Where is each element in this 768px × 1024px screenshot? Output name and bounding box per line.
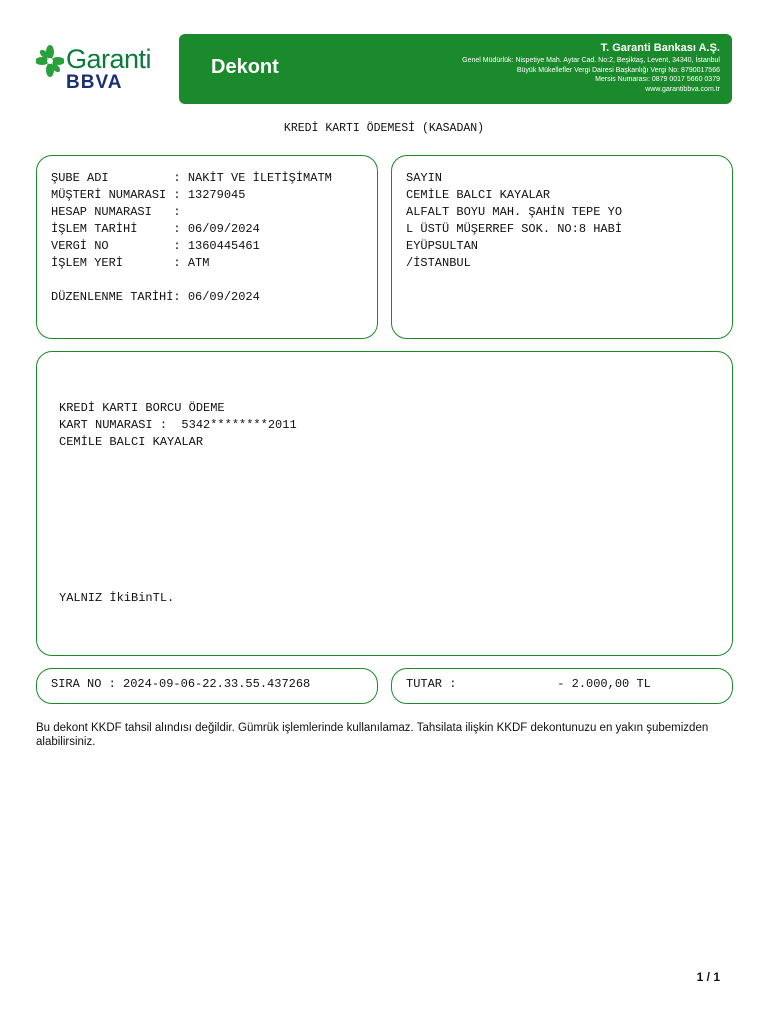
- bank-website: www.garantibbva.com.tr: [645, 85, 720, 93]
- bank-mersis: Mersis Numarası: 0879 0017 5660 0379: [595, 76, 720, 83]
- document-type-title: Dekont: [211, 56, 279, 78]
- bank-name: T. Garanti Bankası A.Ş.: [600, 42, 720, 54]
- total-amount: TUTAR : - 2.000,00 TL: [406, 677, 651, 691]
- sequence-box: [36, 668, 378, 704]
- customer-line: L ÜSTÜ MÜŞERREF SOK. NO:8 HABİ: [406, 222, 623, 236]
- branch-line: VERGİ NO : 1360445461: [51, 239, 260, 253]
- branch-line: HESAP NUMARASI :: [51, 205, 181, 219]
- bank-info: [462, 42, 720, 94]
- customer-line: ALFALT BOYU MAH. ŞAHİN TEPE YO: [406, 205, 623, 219]
- amount-in-words: YALNIZ İkiBinTL.: [59, 591, 175, 605]
- detail-line: KREDİ KARTI BORCU ÖDEME: [59, 401, 225, 415]
- header-band: [179, 34, 732, 104]
- bank-tax-info: Büyük Mükellefler Vergi Dairesi Başkanlığı Vergi No: 8790017566: [516, 66, 720, 74]
- clover-icon: [36, 44, 64, 78]
- branch-line: İŞLEM TARİHİ : 06/09/2024: [51, 222, 260, 236]
- detail-line: CEMİLE BALCI KAYALAR: [59, 435, 204, 449]
- branch-info-box: [36, 155, 378, 339]
- customer-line: /İSTANBUL: [406, 256, 471, 270]
- bank-address: Genel Müdürlük: Nispetiye Mah. Aytar Cad. No:2, Beşiktaş, Levent, 34340, İstanbul: [462, 57, 720, 64]
- detail-line: KART NUMARASI : 5342********2011: [59, 418, 297, 432]
- branch-line: MÜŞTERİ NUMARASI : 13279045: [51, 188, 246, 202]
- branch-line: ŞUBE ADI : NAKİT VE İLETİŞİMATM: [51, 171, 332, 185]
- kkdf-note: Bu dekont KKDF tahsil alındısı değildir. Gümrük işlemlerinde kullanılamaz. Tahsilata ilişkin KKDF dekontunuzu en yakın şubemizden alabilirsiniz.: [36, 722, 709, 748]
- document-title: KREDİ KARTI ÖDEMESİ (KASADAN): [283, 122, 485, 135]
- sequence-number: SIRA NO : 2024-09-06-22.33.55.437268: [51, 677, 311, 691]
- garanti-bbva-logo: [36, 42, 156, 94]
- logo-brand: Garanti: [66, 44, 152, 74]
- page-number: 1 / 1: [696, 970, 720, 984]
- logo-sub: BBVA: [66, 72, 123, 93]
- customer-box: [391, 155, 733, 339]
- branch-line: İŞLEM YERİ : ATM: [51, 256, 210, 270]
- customer-line: EYÜPSULTAN: [406, 239, 479, 253]
- customer-line: CEMİLE BALCI KAYALAR: [406, 188, 551, 202]
- total-box: [391, 668, 733, 704]
- transaction-detail-box: [36, 351, 733, 656]
- customer-line: SAYIN: [406, 171, 443, 185]
- branch-line: DÜZENLENME TARİHİ: 06/09/2024: [51, 290, 260, 304]
